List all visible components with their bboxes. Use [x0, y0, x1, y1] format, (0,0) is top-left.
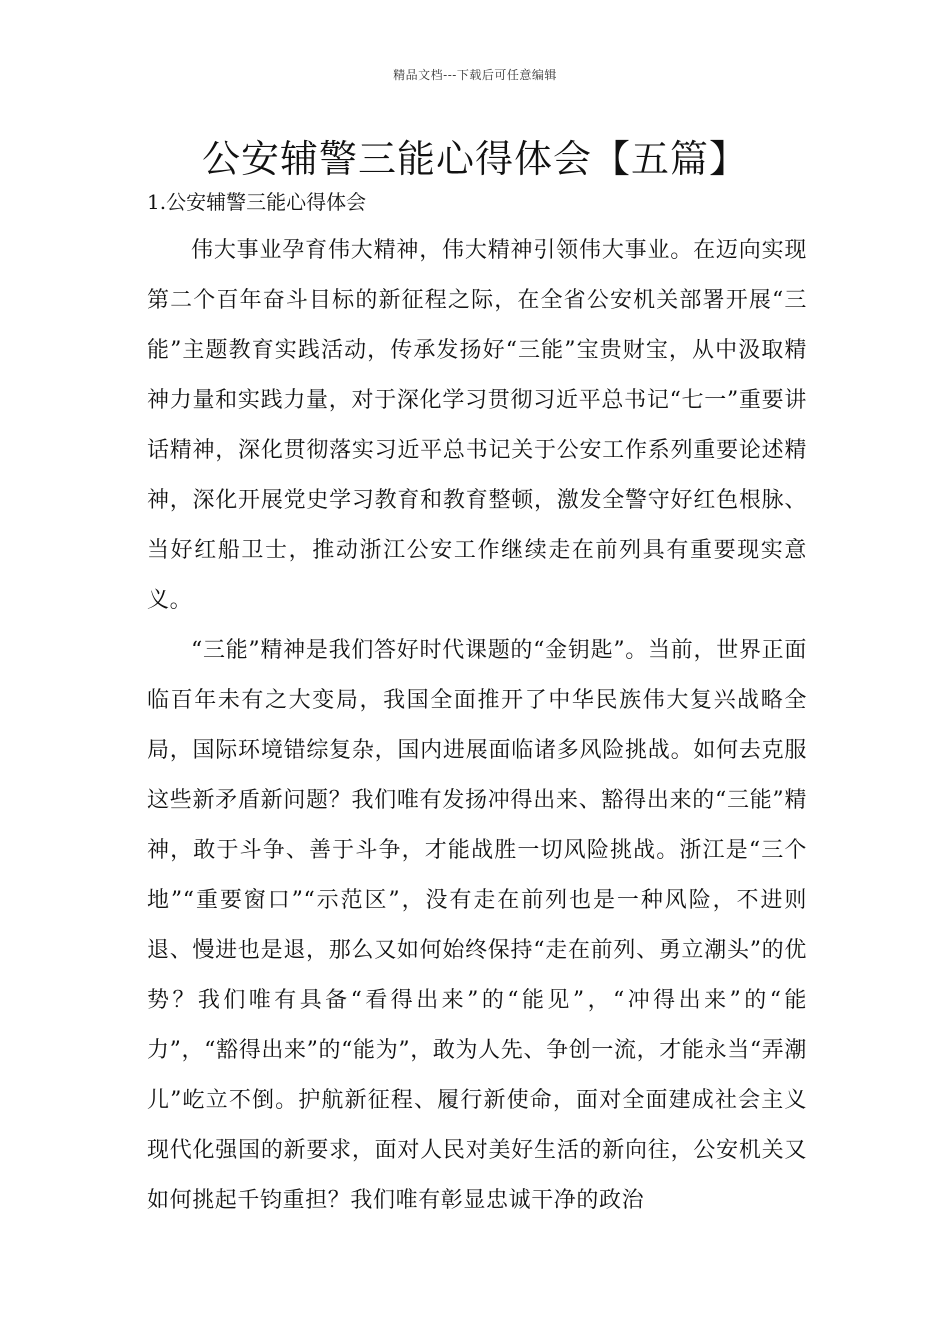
section-heading: 1.公安辅警三能心得体会 — [147, 190, 367, 214]
paragraph: 伟大事业孕育伟大精神，伟大精神引领伟大事业。在迈向实现第二个百年奋斗目标的新征程之际，在全省公安机关部署开展“三能”主题教育实践活动，传承发扬好“三能”宝贵财宝，从中汲取精神力量和实践力量，对于深化学习贯彻习近平总书记“七一”重要讲话精神，深化贯彻落实习近平总书记关于公安工作系列重要论述精神，深化开展党史学习教育和教育整顿，激发全警守好红色根脉、当好红船卫士，推动浙江公安工作继续走在前列具有重要现实意义。 — [147, 238, 807, 613]
document-body — [147, 226, 807, 1226]
paragraph: “三能”精神是我们答好时代课题的“金钥匙”。当前，世界正面临百年未有之大变局，我国全面推开了中华民族伟大复兴战略全局，国际环境错综复杂，国内进展面临诸多风险挑战。如何去克服这些新矛盾新问题？我们唯有发扬冲得出来、豁得出来的“三能”精神，敢于斗争、善于斗争，才能战胜一切风险挑战。浙江是“三个地”“重要窗口”“示范区”，没有走在前列也是一种风险，不进则退、慢进也是退，那么又如何始终保持“走在前列、勇立潮头”的优势？我们唯有具备“看得出来”的“能见”，“冲得出来”的“能力”，“豁得出来”的“能为”，敢为人先、争创一流，才能永当“弄潮儿”屹立不倒。护航新征程、履行新使命，面对全面建成社会主义现代化强国的新要求，面对人民对美好生活的新向往，公安机关又如何挑起千钧重担？我们唯有彰显忠诚干净的政治 — [147, 638, 807, 1213]
header-note: 精品文档---下载后可任意编辑 — [393, 68, 557, 82]
document-title: 公安辅警三能心得体会【五篇】 — [201, 137, 748, 181]
